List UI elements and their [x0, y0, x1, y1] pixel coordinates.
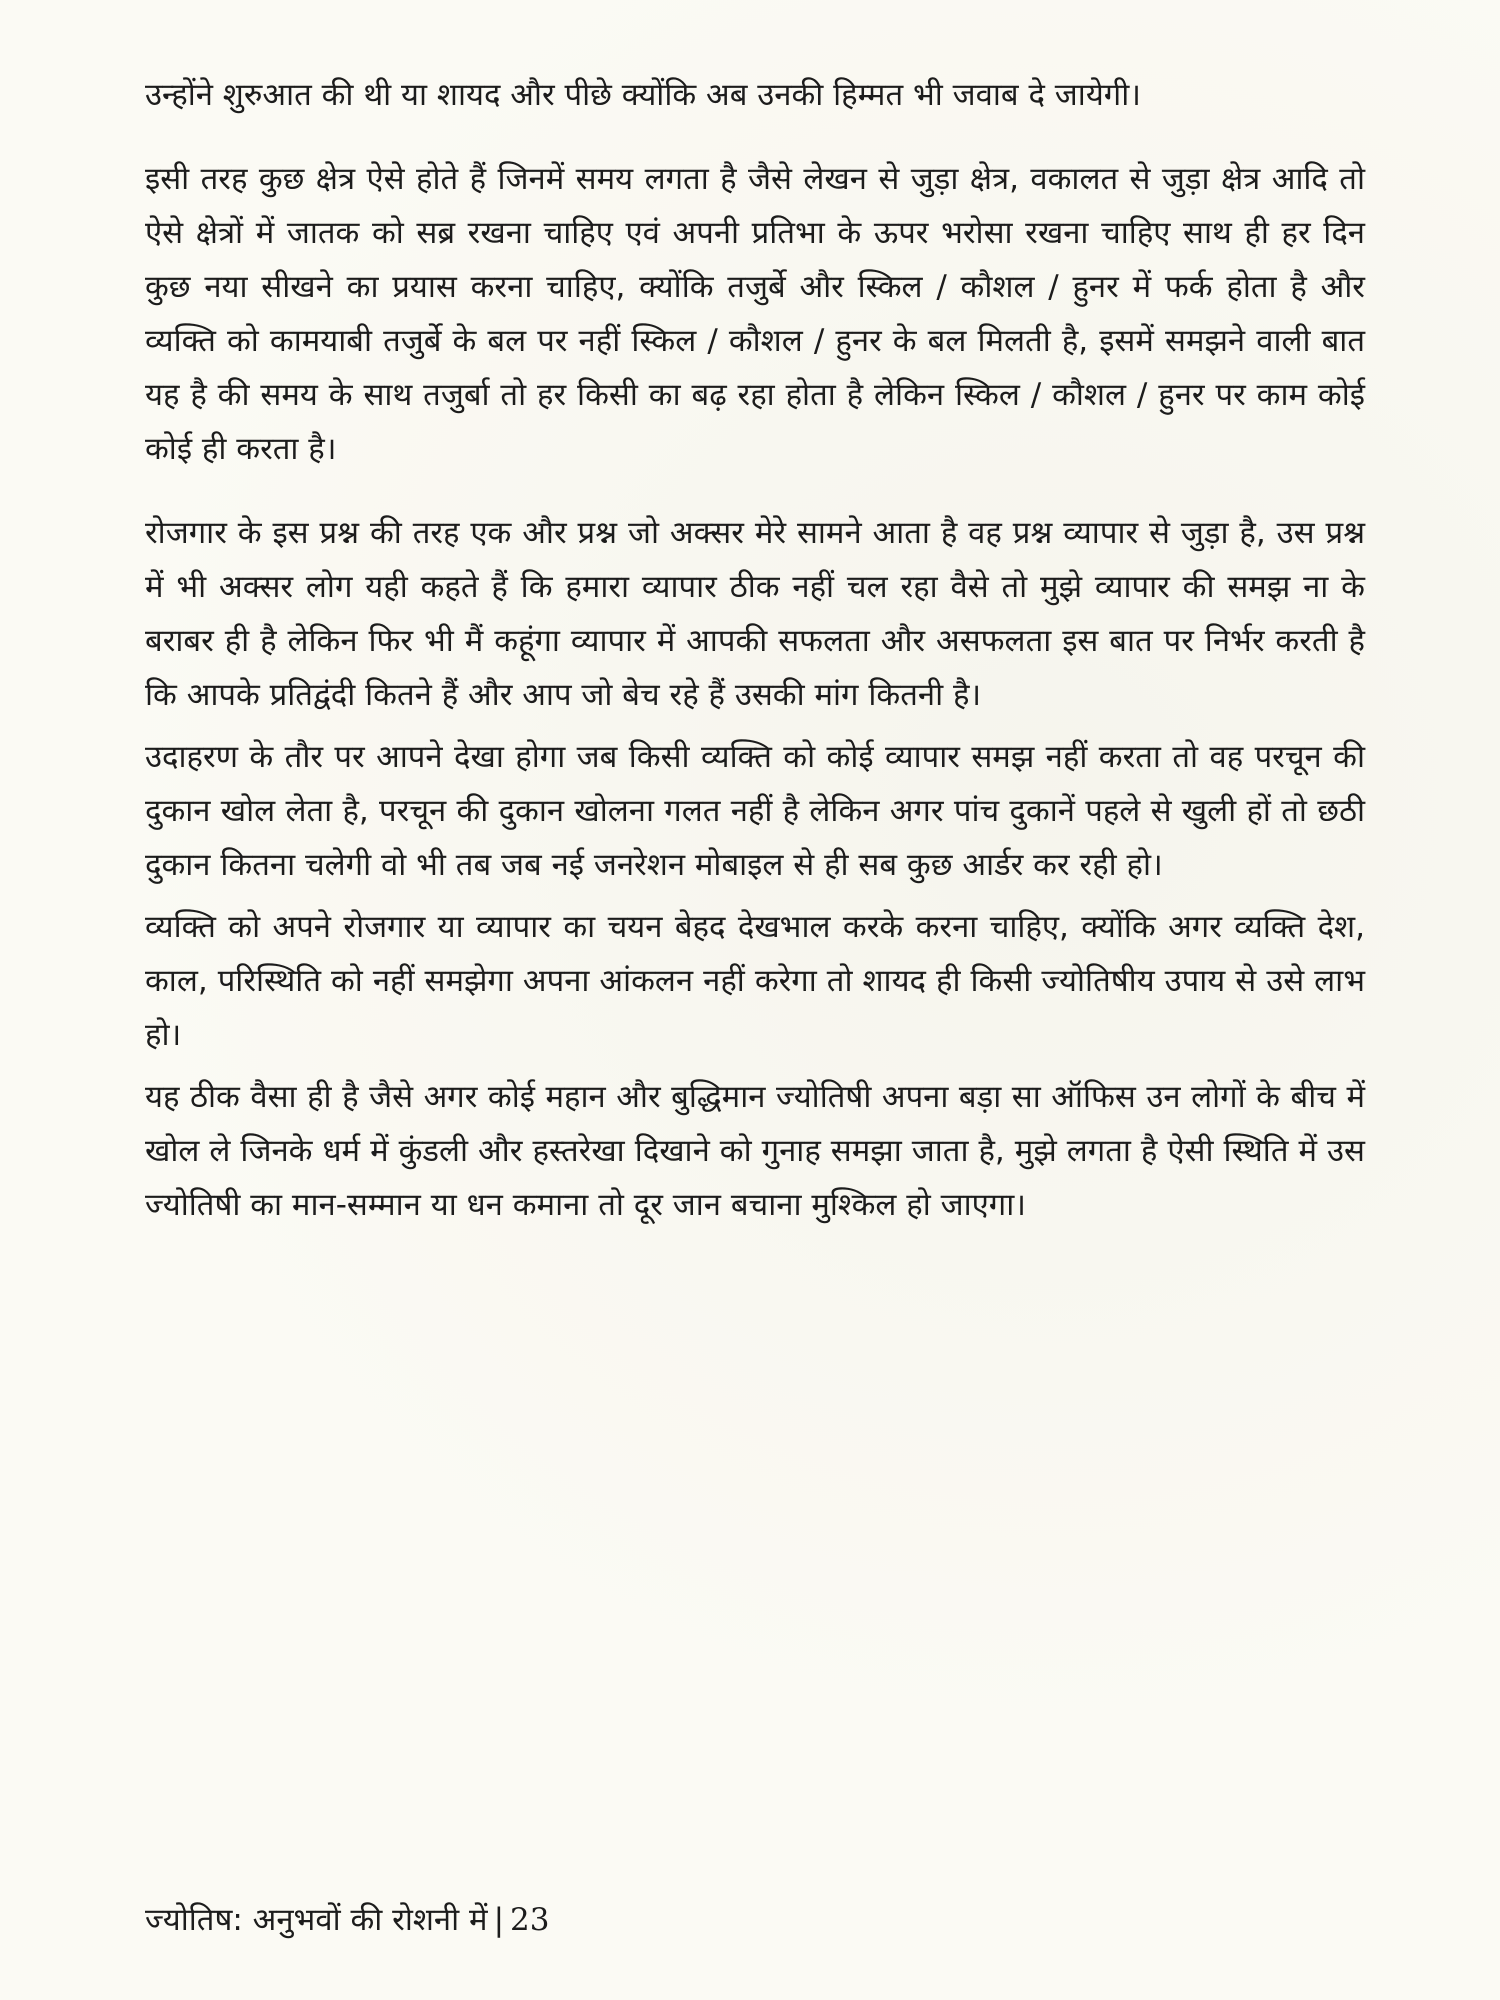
paragraph-2: इसी तरह कुछ क्षेत्र ऐसे होते हैं जिनमें समय लगता है जैसे लेखन से जुड़ा क्षेत्र, वकालत से जुड़ा क्षेत्र आदि तो ऐसे क्षेत्रों में जातक को सब्र रखना चाहिए एवं अपनी प्रतिभा के ऊपर भरोसा रखना चाहिए साथ ही हर दिन कुछ नया सीखने का प्रयास करना चाहिए, क्योंकि तजुर्बे और स्किल / कौशल / हुनर में फर्क होता है और व्यक्ति को कामयाबी तजुर्बे के बल पर नहीं स्किल / कौशल / हुनर के बल मिलती है, इसमें समझने वाली बात यह है की समय के साथ तजुर्बा तो हर किसी का बढ़ रहा होता है लेकिन स्किल / कौशल / हुनर पर काम कोई कोई ही करता है।: [145, 161, 1365, 467]
page-body: [145, 68, 1365, 1262]
paragraph-4: उदाहरण के तौर पर आपने देखा होगा जब किसी व्यक्ति को कोई व्यापार समझ नहीं करता तो वह परचून की दुकान खोल लेता है, परचून की दुकान खोलना गलत नहीं है लेकिन अगर पांच दुकानें पहले से खुली हों तो छठी दुकान कितना चलेगी वो भी तब जब नई जनरेशन मोबाइल से ही सब कुछ आर्डर कर रही हो।: [145, 739, 1365, 883]
paragraph-1: उन्होंने शुरुआत की थी या शायद और पीछे क्योंकि अब उनकी हिम्मत भी जवाब दे जायेगी।: [145, 77, 1142, 113]
page-footer: [145, 1900, 549, 1940]
footer-separator: |: [493, 1902, 505, 1938]
paragraph-3: रोजगार के इस प्रश्न की तरह एक और प्रश्न जो अक्सर मेरे सामने आता है वह प्रश्न व्यापार से जुड़ा है, उस प्रश्न में भी अक्सर लोग यही कहते हैं कि हमारा व्यापार ठीक नहीं चल रहा वैसे तो मुझे व्यापार की समझ ना के बराबर ही है लेकिन फिर भी मैं कहूंगा व्यापार में आपकी सफलता और असफलता इस बात पर निर्भर करती है कि आपके प्रतिद्वंदी कितने हैं और आप जो बेच रहे हैं उसकी मांग कितनी है।: [145, 515, 1365, 713]
book-title: ज्योतिष: अनुभवों की रोशनी में: [145, 1902, 488, 1938]
paragraph-6: यह ठीक वैसा ही है जैसे अगर कोई महान और बुद्धिमान ज्योतिषी अपना बड़ा सा ऑफिस उन लोगों के बीच में खोल ले जिनके धर्म में कुंडली और हस्तरेखा दिखाने को गुनाह समझा जाता है, मुझे लगता है ऐसी स्थिति में उस ज्योतिषी का मान-सम्मान या धन कमाना तो दूर जान बचाना मुश्किल हो जाएगा।: [145, 1079, 1365, 1223]
paragraph-5: व्यक्ति को अपने रोजगार या व्यापार का चयन बेहद देखभाल करके करना चाहिए, क्योंकि अगर व्यक्ति देश, काल, परिस्थिति को नहीं समझेगा अपना आंकलन नहीं करेगा तो शायद ही किसी ज्योतिषीय उपाय से उसे लाभ हो।: [145, 909, 1365, 1053]
page-number: 23: [510, 1902, 550, 1938]
